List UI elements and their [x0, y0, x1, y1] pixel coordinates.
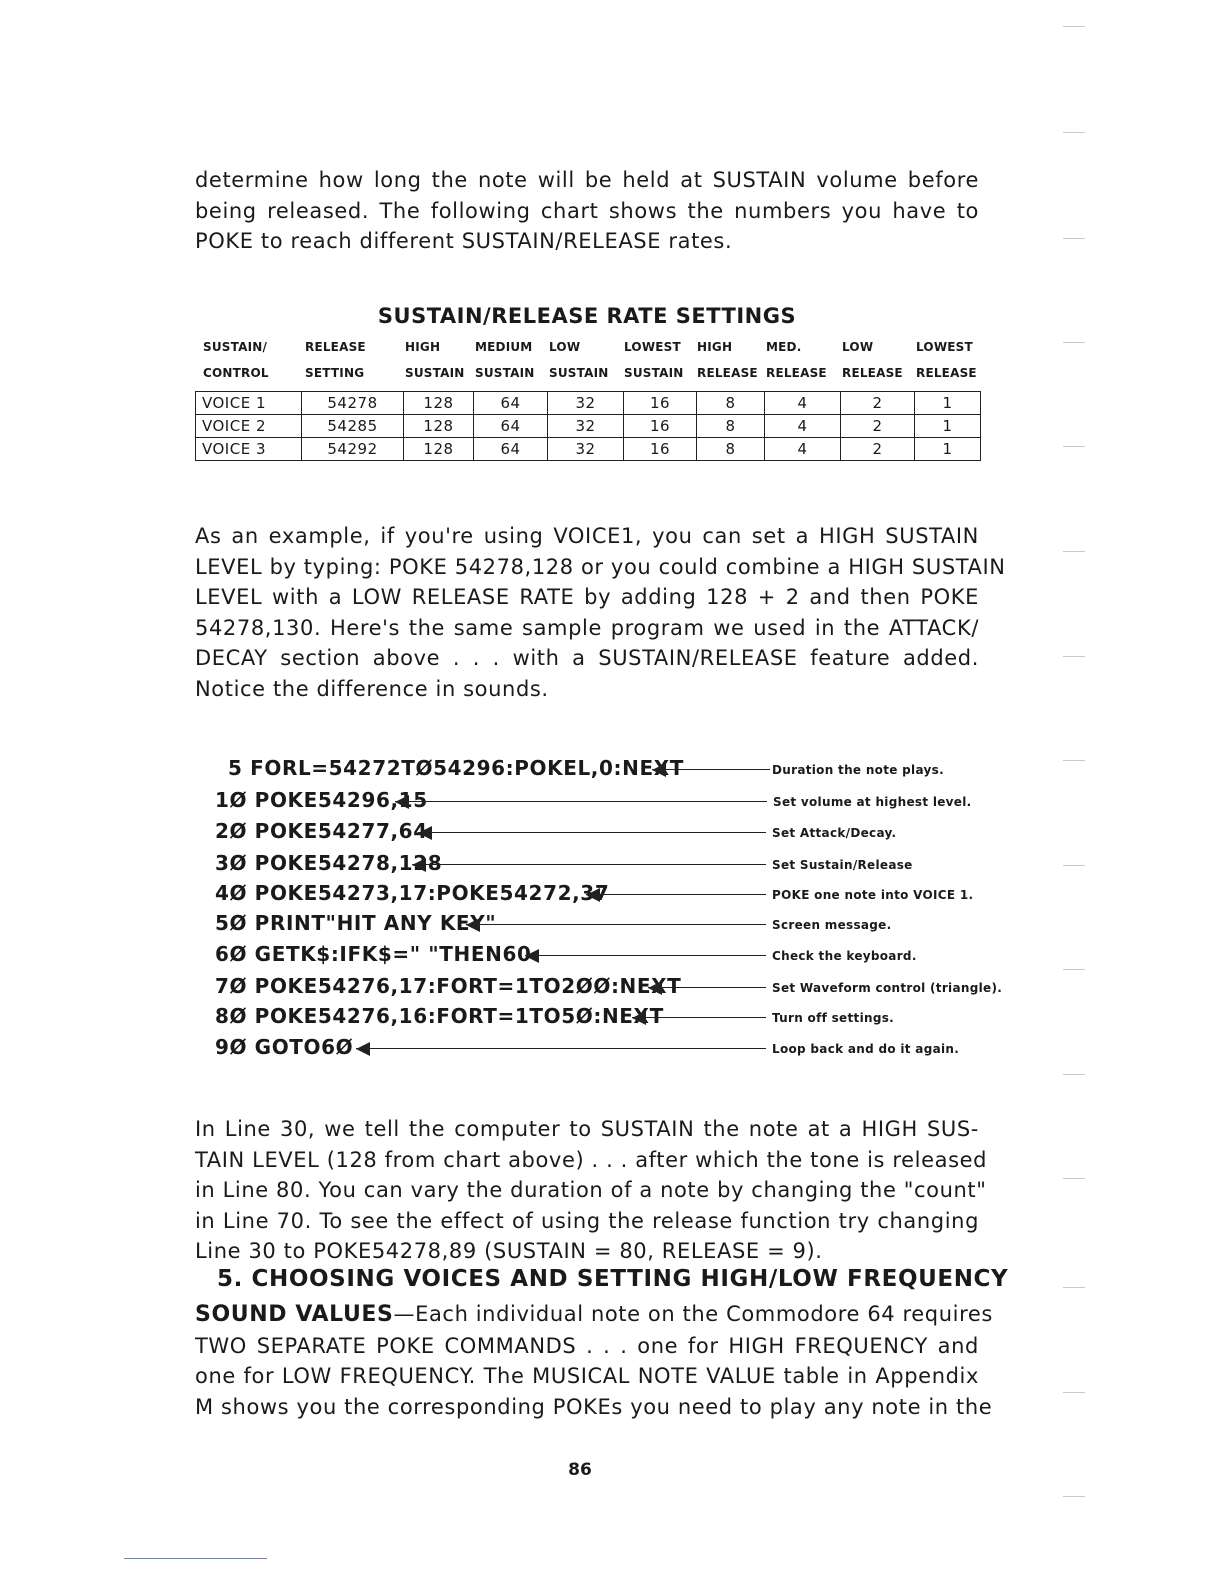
table-cell: 32: [548, 392, 624, 415]
table-cell: 32: [548, 415, 624, 438]
column-header: RELEASE: [842, 366, 903, 380]
table-cell: 4: [765, 438, 841, 461]
table-cell: 128: [404, 392, 474, 415]
program-line: 3Ø POKE54278,128: [215, 851, 443, 875]
text-line: DECAY section above . . . with a SUSTAIN/RELEASE feature added.: [195, 646, 979, 670]
column-header: SUSTAIN: [549, 366, 609, 380]
program-note: Loop back and do it again.: [772, 1042, 960, 1056]
lead-rest: —Each individual note on the Commodore 64 requires: [393, 1302, 993, 1326]
table-cell: VOICE 3: [196, 438, 302, 461]
margin-tick: [1063, 132, 1085, 133]
margin-tick: [1063, 1074, 1085, 1075]
text-line: in Line 70. To see the effect of using the release function try changing: [195, 1208, 979, 1233]
table-cell: 54285: [302, 415, 404, 438]
table-cell: VOICE 2: [196, 415, 302, 438]
text-line: Line 30 to POKE54278,89 (SUSTAIN = 80, RELEASE = 9).: [195, 1239, 823, 1263]
column-header: MED.: [766, 340, 802, 354]
table-title: SUSTAIN/RELEASE RATE SETTINGS: [377, 304, 797, 328]
table-cell: 16: [624, 392, 697, 415]
column-header: HIGH: [405, 340, 441, 354]
column-header: RELEASE: [916, 366, 977, 380]
program-line: 7Ø POKE54276,17:FORT=1TO2ØØ:NEXT: [215, 974, 682, 998]
intro-paragraph: [195, 165, 979, 257]
table-cell: 1: [915, 392, 981, 415]
table-cell: 54292: [302, 438, 404, 461]
program-line: 9Ø GOTO6Ø: [215, 1035, 354, 1059]
column-header: SUSTAIN: [475, 366, 535, 380]
column-header: LOWEST: [624, 340, 681, 354]
section-heading: 5. CHOOSING VOICES AND SETTING HIGH/LOW FREQUENCY: [217, 1266, 1009, 1292]
text-line: As an example, if you're using VOICE1, you can set a HIGH SUSTAIN: [195, 524, 979, 548]
table-cell: 64: [474, 392, 548, 415]
bold-lead: SOUND VALUES: [195, 1302, 394, 1327]
arrow-left-icon: [466, 918, 766, 932]
program-note: Set Sustain/Release: [772, 858, 913, 872]
text-line: being released. The following chart shows the numbers you have to: [195, 198, 979, 223]
program-note: Check the keyboard.: [772, 949, 917, 963]
arrow-left-icon: [412, 858, 766, 872]
margin-tick: [1063, 656, 1085, 657]
program-note: Duration the note plays.: [772, 763, 944, 777]
column-header: SETTING: [305, 366, 365, 380]
table-row: [196, 415, 981, 438]
margin-tick: [1063, 238, 1085, 239]
section5-paragraph: [195, 1299, 993, 1422]
text-line: [195, 1299, 993, 1331]
text-line: In Line 30, we tell the computer to SUSTAIN the note at a HIGH SUS-: [195, 1117, 979, 1141]
margin-tick: [1063, 342, 1085, 343]
program-note: Set Attack/Decay.: [772, 826, 897, 840]
program-line: 5Ø PRINT"HIT ANY KEY": [215, 911, 497, 935]
margin-tick: [1063, 1496, 1085, 1497]
program-line: 5 FORL=54272TØ54296:POKEL,0:NEXT: [228, 756, 684, 780]
column-header: RELEASE: [305, 340, 366, 354]
margin-tick: [1063, 1287, 1085, 1288]
text-line: TWO SEPARATE POKE COMMANDS . . . one for HIGH FREQUENCY and: [195, 1333, 979, 1358]
program-note: Set volume at highest level.: [773, 795, 972, 809]
text-line: in Line 80. You can vary the duration of a note by changing the "count": [195, 1178, 987, 1202]
sustain-release-table: [195, 391, 981, 461]
text-line: POKE to reach different SUSTAIN/RELEASE rates.: [195, 229, 733, 253]
margin-tick: [1063, 446, 1085, 447]
table-cell: 1: [915, 415, 981, 438]
column-header: CONTROL: [203, 366, 269, 380]
text-line: TAIN LEVEL (128 from chart above) . . . after which the tone is released: [195, 1147, 988, 1172]
table-cell: 4: [765, 415, 841, 438]
text-line: LEVEL with a LOW RELEASE RATE by adding 128 + 2 and then POKE: [195, 585, 979, 609]
column-header: SUSTAIN: [405, 366, 465, 380]
table-cell: 2: [841, 438, 915, 461]
column-header: LOWEST: [916, 340, 973, 354]
table-cell: 16: [624, 438, 697, 461]
text-line: determine how long the note will be held at SUSTAIN volume before: [195, 168, 979, 192]
table-cell: 128: [404, 415, 474, 438]
column-header: HIGH: [697, 340, 733, 354]
table-cell: VOICE 1: [196, 392, 302, 415]
text-line: LEVEL by typing: POKE 54278,128 or you could combine a HIGH SUSTAIN: [195, 554, 1006, 579]
program-line: 4Ø POKE54273,17:POKE54272,37: [215, 881, 610, 905]
program-line: 6Ø GETK$:IFK$=" "THEN60: [215, 942, 532, 966]
arrow-left-icon: [652, 763, 770, 777]
margin-tick: [1063, 1392, 1085, 1393]
program-note: Set Waveform control (triangle).: [772, 981, 1003, 995]
column-header: SUSTAIN/: [203, 340, 268, 354]
column-header: RELEASE: [697, 366, 758, 380]
table-row: [196, 438, 981, 461]
table-cell: 64: [474, 438, 548, 461]
text-line: M shows you the corresponding POKEs you need to play any note in the: [195, 1394, 993, 1419]
text-line: one for LOW FREQUENCY. The MUSICAL NOTE VALUE table in Appendix: [195, 1364, 979, 1388]
table-cell: 64: [474, 415, 548, 438]
footer-rule: [124, 1558, 267, 1559]
margin-tick: [1063, 26, 1085, 27]
table-cell: 8: [697, 392, 765, 415]
column-header: RELEASE: [766, 366, 827, 380]
page-number: 86: [568, 1460, 592, 1480]
table-cell: 8: [697, 415, 765, 438]
table-cell: 32: [548, 438, 624, 461]
arrow-left-icon: [356, 1042, 766, 1056]
margin-tick: [1063, 1178, 1085, 1179]
column-header: LOW: [549, 340, 581, 354]
column-header: LOW: [842, 340, 874, 354]
column-header: MEDIUM: [475, 340, 533, 354]
program-note: Screen message.: [772, 918, 892, 932]
program-line: 1Ø POKE54296,15: [215, 788, 428, 812]
column-header: SUSTAIN: [624, 366, 684, 380]
arrow-left-icon: [418, 826, 766, 840]
table-cell: 1: [915, 438, 981, 461]
margin-tick: [1063, 760, 1085, 761]
text-line: Notice the difference in sounds.: [195, 676, 549, 701]
arrow-left-icon: [586, 888, 766, 902]
margin-tick: [1063, 969, 1085, 970]
table-cell: 8: [697, 438, 765, 461]
program-note: POKE one note into VOICE 1.: [772, 888, 974, 902]
explanation-paragraph: [195, 1114, 988, 1267]
table-cell: 4: [765, 392, 841, 415]
program-line: 2Ø POKE54277,64: [215, 819, 428, 843]
arrow-left-icon: [632, 1011, 766, 1025]
arrow-left-icon: [525, 949, 766, 963]
margin-tick: [1063, 551, 1085, 552]
table-cell: 128: [404, 438, 474, 461]
example-paragraph: [195, 521, 1006, 704]
program-line: 8Ø POKE54276,16:FORT=1TO5Ø:NEXT: [215, 1004, 664, 1028]
arrow-left-icon: [395, 795, 767, 809]
table-cell: 16: [624, 415, 697, 438]
program-note: Turn off settings.: [772, 1011, 895, 1025]
margin-tick: [1063, 865, 1085, 866]
table-cell: 2: [841, 415, 915, 438]
table-row: [196, 392, 981, 415]
text-line: 54278,130. Here's the same sample program we used in the ATTACK/: [195, 615, 979, 640]
arrow-left-icon: [648, 981, 766, 995]
table-cell: 54278: [302, 392, 404, 415]
table-cell: 2: [841, 392, 915, 415]
